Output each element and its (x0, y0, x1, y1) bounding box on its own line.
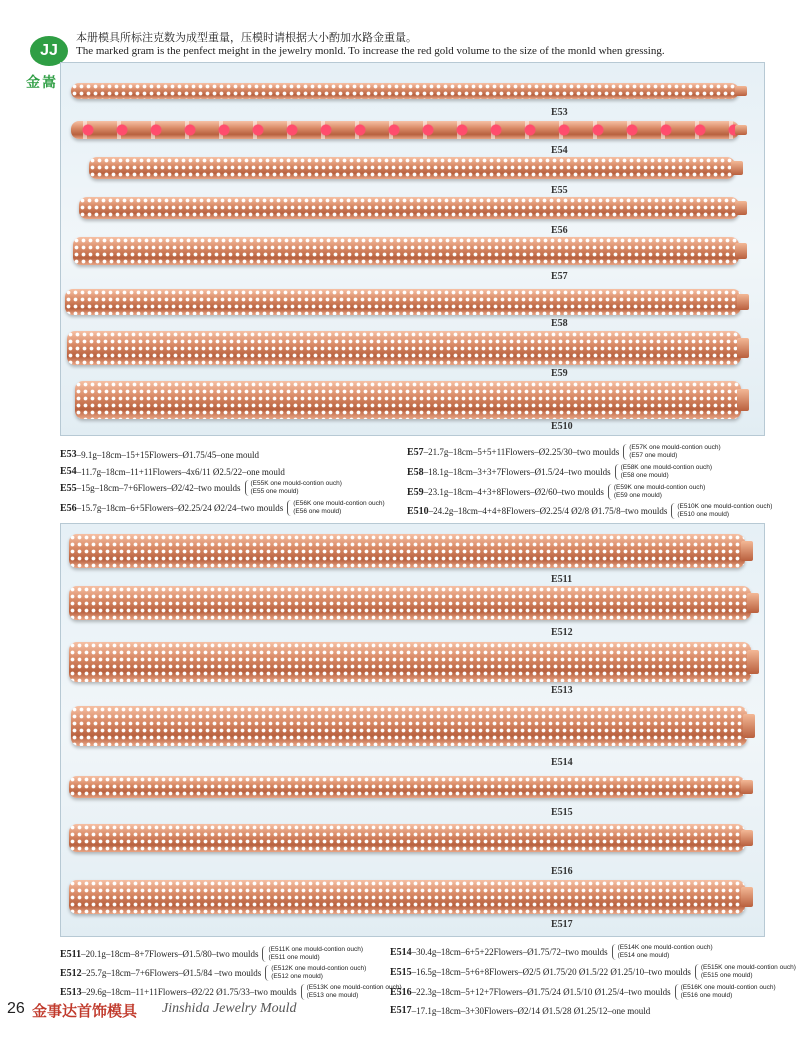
footer-brand-en: Jinshida Jewelry Mould (162, 1001, 297, 1016)
bracelet-e58 (65, 289, 741, 315)
label-e517: E517 (551, 919, 573, 930)
page-number: 26 (7, 1000, 25, 1017)
label-e55: E55 (551, 185, 568, 196)
spec-e56: E56 –15.7g–18cm–6+5Flowers–Ø2.25/24 Ø2/24–two moulds (E56K one mould-contion ouch) (E56 one mould) (60, 500, 385, 515)
label-e53: E53 (551, 107, 568, 118)
spec-e59: E59 –23.1g–18cm–4+3+8Flowers–Ø2/60–two moulds (E59K one mould-contion ouch) (E59 one mould) (407, 484, 706, 499)
spec-e57: E57 –21.7g–18cm–5+5+11Flowers–Ø2.25/30–two moulds (E57K one mould-contion ouch) (E57 one mould) (407, 444, 721, 459)
header-note-en: The marked gram is the penfect meight in the jewelry monld. To increase the red gold volume to the size of the monld when gressing. (76, 45, 665, 57)
logo-text: 金嵩 (26, 75, 58, 91)
label-e54: E54 (551, 145, 568, 156)
header-note-cn: 本册模具所标注克数为成型重量，压模时请根据大小酌加水路金重量。 (76, 31, 417, 44)
spec-e54: E54 –11.7g–18cm–11+11Flowers–4x6/11 Ø2.5/22–one mould (60, 466, 285, 477)
bracelet-e56 (79, 197, 739, 219)
label-e512: E512 (551, 627, 573, 638)
label-e511: E511 (551, 574, 573, 585)
label-e59: E59 (551, 368, 568, 379)
bracelet-e512 (69, 586, 751, 620)
spec-e517: E517 –17.1g–18cm–3+30Flowers–Ø2/14 Ø1.5/28 Ø1.25/12–one mould (390, 1005, 651, 1016)
spec-e515: E515 –16.5g–18cm–5+6+8Flowers–Ø2/5 Ø1.75/20 Ø1.5/22 Ø1.25/10–two moulds (E515K one mould-contion ouch) (E515 one mould) (390, 964, 796, 979)
bracelet-e515 (69, 776, 745, 798)
label-e57: E57 (551, 271, 568, 282)
spec-e511: E511 –20.1g–18cm–8+7Flowers–Ø1.5/80–two moulds (E511K one mould-contion ouch) (E511 one mould) (60, 946, 364, 961)
bracelet-e55 (89, 157, 735, 179)
footer-brand-cn: 金事达首饰模具 (32, 1002, 138, 1020)
top-catalog-panel (60, 62, 765, 436)
bracelet-e513 (69, 642, 751, 682)
label-e515: E515 (551, 807, 573, 818)
label-e513: E513 (551, 685, 573, 696)
label-e56: E56 (551, 225, 568, 236)
spec-e510: E510 –24.2g–18cm–4+4+8Flowers–Ø2.25/4 Ø2/8 Ø1.75/8–two moulds (E510K one mould-contion ouch) (E510 one mould) (407, 503, 773, 518)
spec-e514: E514 –30.4g–18cm–6+5+22Flowers–Ø1.75/72–two moulds (E514K one mould-contion ouch) (E514 one mould) (390, 944, 713, 959)
bracelet-e59 (67, 331, 741, 365)
label-e516: E516 (551, 866, 573, 877)
bracelet-e53 (71, 83, 739, 99)
bracelet-e516 (69, 824, 745, 852)
bracelet-e57 (73, 237, 739, 265)
spec-e55: E55 –15g–18cm–7+6Flowers–Ø2/42–two moulds (E55K one mould-contion ouch) (E55 one mould) (60, 480, 342, 495)
spec-e513: E513 –29.6g–18cm–11+11Flowers–Ø2/22 Ø1.75/33–two moulds (E513K one mould-contion ouch) (E513 one mould) (60, 984, 402, 999)
spec-e53: E53 –9.1g–18cm–15+15Flowers–Ø1.75/45–one mould (60, 449, 259, 460)
spec-e512: E512 –25.7g–18cm–7+6Flowers–Ø1.5/84 –two moulds (E512K one mould-contion ouch) (E512 one mould) (60, 965, 367, 980)
label-e58: E58 (551, 318, 568, 329)
spec-e58: E58 –18.1g–18cm–3+3+7Flowers–Ø1.5/24–two moulds (E58K one mould-contion ouch) (E58 one mould) (407, 464, 712, 479)
spec-e516: E516 –22.3g–18cm–5+12+7Flowers–Ø1.75/24 Ø1.5/10 Ø1.25/4–two moulds (E516K one mould-contion ouch) (E516 one mould) (390, 984, 776, 999)
bracelet-e54 (71, 121, 739, 139)
bracelet-e511 (69, 534, 745, 568)
label-e514: E514 (551, 757, 573, 768)
logo-mark: JJ (30, 36, 68, 66)
label-e510: E510 (551, 421, 573, 432)
bracelet-e514 (71, 706, 747, 746)
bottom-catalog-panel (60, 523, 765, 937)
bracelet-e517 (69, 880, 745, 914)
bracelet-e510 (75, 381, 741, 419)
